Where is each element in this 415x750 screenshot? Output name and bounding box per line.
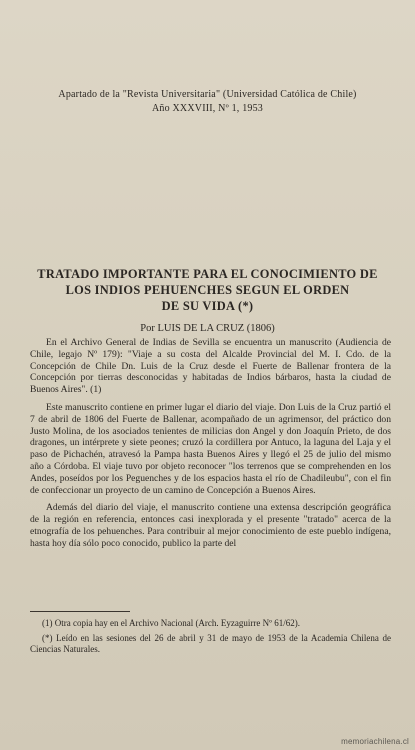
author-byline: Por LUIS DE LA CRUZ (1806) xyxy=(140,323,275,334)
footnote: (1) Otra copia hay en el Archivo Nacional (Arch. Eyzaguirre Nº 61/62). xyxy=(42,618,300,628)
title-line-2: LOS INDIOS PEHUENCHES SEGUN EL ORDEN xyxy=(65,283,350,297)
source-watermark: memoriachilena.cl xyxy=(341,737,409,746)
footnote-divider xyxy=(30,611,130,612)
header-line-1: Apartado de la "Revista Universitaria" (Universidad Católica de Chile) xyxy=(58,89,357,100)
publication-header xyxy=(0,88,415,116)
title-line-3: DE SU VIDA (*) xyxy=(161,299,254,313)
body-paragraph: Este manuscrito contiene en primer lugar el diario del viaje. Don Luis de la Cruz partió el 7 de abril de 1806 del Fuerte de Ballenar, acompañado de un agrimensor, del práctico don Justo Molina, de los asociados tenientes de milicias don Angel y don Joaquín Prieto, de dos dragones, un intérprete y siete peones; cruzó la cordillera por Antuco, la laguna del Laja y el paso de Pichachén, atravesó la Pampa hasta Buenos Aires y llegó el 25 de julio del mismo año a Córdoba. El viaje tuvo por objeto reconocer "los terrenos que se comprehenden en los Andes, poseídos por los Peguenches y de los espacios hasta el río de Chadileubu", con el fin de confeccionar un proyecto de un camino de Concepción a Buenos Aires. xyxy=(30,401,391,496)
footnote: (*) Leído en las sesiones del 26 de abril y 31 de mayo de 1953 de la Academia Chilena de Ciencias Naturales. xyxy=(30,632,391,654)
article-body xyxy=(30,337,391,550)
header-line-2: Año XXXVIII, Nº 1, 1953 xyxy=(151,103,264,114)
footnotes xyxy=(30,618,391,659)
body-paragraph: En el Archivo General de Indias de Sevilla se encuentra un manuscrito (Audiencia de Chile, legajo Nº 179): "Viaje a su costa del Alcalde Provincial del M. I. Cdo. de la Concepción de Chile Dn. Luis de la Cruz desde el Fuerte de Ballenar frontera de la Concepción por tierras desconocidas y habitadas de Indios bárbaros, hasta la ciudad de Buenos Aires". (1) xyxy=(30,337,391,396)
article-title xyxy=(18,266,397,314)
title-line-1: TRATADO IMPORTANTE PARA EL CONOCIMIENTO DE xyxy=(37,267,378,281)
body-paragraph: Además del diario del viaje, el manuscrito contiene una extensa descripción geográfica de la región en referencia, entonces casi inexplorada y el presente "tratado" acerca de la etnografía de los pehuenches. Para contribuir al mejor conocimiento de este pueblo indígena, hasta hoy día sólo poco conocido, publico la parte del xyxy=(30,502,391,549)
